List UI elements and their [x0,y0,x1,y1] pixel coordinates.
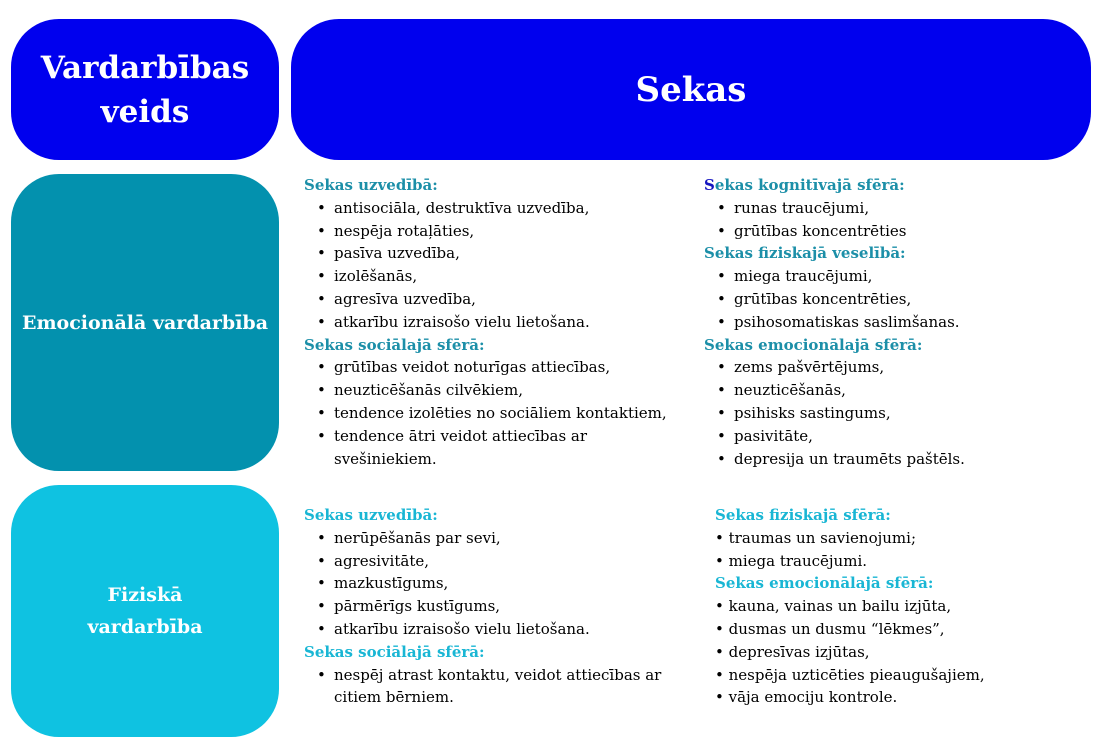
list-item: • dusmas un dusmu “lēkmes”, [715,619,945,638]
list-item: • mazkustīgums, [334,572,694,595]
row-label-emotional-text: Emocionālā vardarbība [21,311,269,334]
section-title: Sekas sociālajā sfērā: [304,335,485,354]
row2-left-column [304,504,694,709]
header-violence-type [11,19,279,160]
list-item: • grūtības veidot noturīgas attiecības, [334,356,694,379]
bullet-list [304,664,694,710]
list-item: • atkarību izraisošo vielu lietošana. [334,311,694,334]
row-label-emotional [11,174,279,471]
list-item: • nespēj atrast kontaktu, veidot attiecības ar [334,664,694,687]
row1-right-column [704,174,1094,470]
list-item: • nespēja rotaļāties, [334,220,694,243]
row-label-physical-line1: Fiziskā [107,584,183,606]
list-item: • depresīvas izjūtas, [715,642,870,661]
list-item: • nerūpēšanās par sevi, [334,527,694,550]
list-item: • psihisks sastingums, [734,402,1094,425]
bullet-list [704,356,1094,470]
row1-left-column [304,174,694,470]
plain-list [715,595,1095,709]
list-item: • antisociāla, destruktīva uzvedība, [334,197,694,220]
section-title-rest: ekas kognitīvajā sfērā: [714,176,905,194]
row-label-physical-line2: vardarbība [87,616,203,638]
bullet-list [304,197,694,334]
header-consequences [291,19,1091,160]
section-title [704,174,1094,197]
list-item: • tendence ātri veidot attiecības ar svešiniekiem. [334,425,694,471]
section-title: Sekas fiziskajā veselībā: [704,244,906,263]
list-item: • neuzticēšanās, [734,379,1094,402]
list-item: • miega traucējumi. [715,551,868,570]
list-item: • pārmērīgs kustīgums, [334,595,694,618]
row2-right-column [715,504,1095,709]
list-item: • depresija un traumēts paštēls. [734,448,1094,471]
list-item: • agresīva uzvedība, [334,288,694,311]
section-title: Sekas emocionālajā sfērā: [704,335,923,354]
list-item: • agresivitāte, [334,550,694,573]
bullet-list [304,356,694,470]
list-item: • tendence izolēties no sociāliem kontaktiem, [334,402,694,425]
list-item: • pasīva uzvedība, [334,242,694,265]
bullet-list [704,197,1094,243]
plain-list [715,527,1095,573]
section-title: Sekas uzvedībā: [304,506,438,524]
list-item: • zems pašvērtējums, [734,356,1094,379]
list-item: • neuzticēšanās cilvēkiem, [334,379,694,402]
list-item: • psihosomatiskas saslimšanas. [734,311,1094,334]
list-item: • miega traucējumi, [734,265,1094,288]
list-item: • grūtības koncentrēties, [734,288,1094,311]
list-item: • traumas un savienojumi; [715,528,917,547]
list-item: • vāja emociju kontrole. [715,688,898,707]
section-title: Sekas fiziskajā sfērā: [715,506,891,524]
header-violence-type-line2: veids [100,93,190,130]
section-title: Sekas uzvedībā: [304,176,438,194]
list-item: • pasivitāte, [734,425,1094,448]
list-item: • kauna, vainas un bailu izjūta, [715,597,952,616]
header-consequences-label: Sekas [635,69,747,110]
list-item: • nespēja uzticēties pieaugušajiem, [715,665,985,684]
bullet-list [704,265,1094,333]
bullet-list [304,527,694,641]
list-item: • grūtības koncentrēties [734,220,1094,243]
section-title: Sekas emocionālajā sfērā: [715,574,934,593]
section-title-initial: S [704,176,715,194]
list-item: • atkarību izraisošo vielu lietošana. [334,618,694,641]
row-label-physical [11,485,279,737]
header-violence-type-line1: Vardarbības [40,49,250,86]
list-item-continuation: citiem bērniem. [334,688,454,707]
list-item: • runas traucējumi, [734,197,1094,220]
list-item: • izolēšanās, [334,265,694,288]
section-title: Sekas sociālajā sfērā: [304,642,485,661]
